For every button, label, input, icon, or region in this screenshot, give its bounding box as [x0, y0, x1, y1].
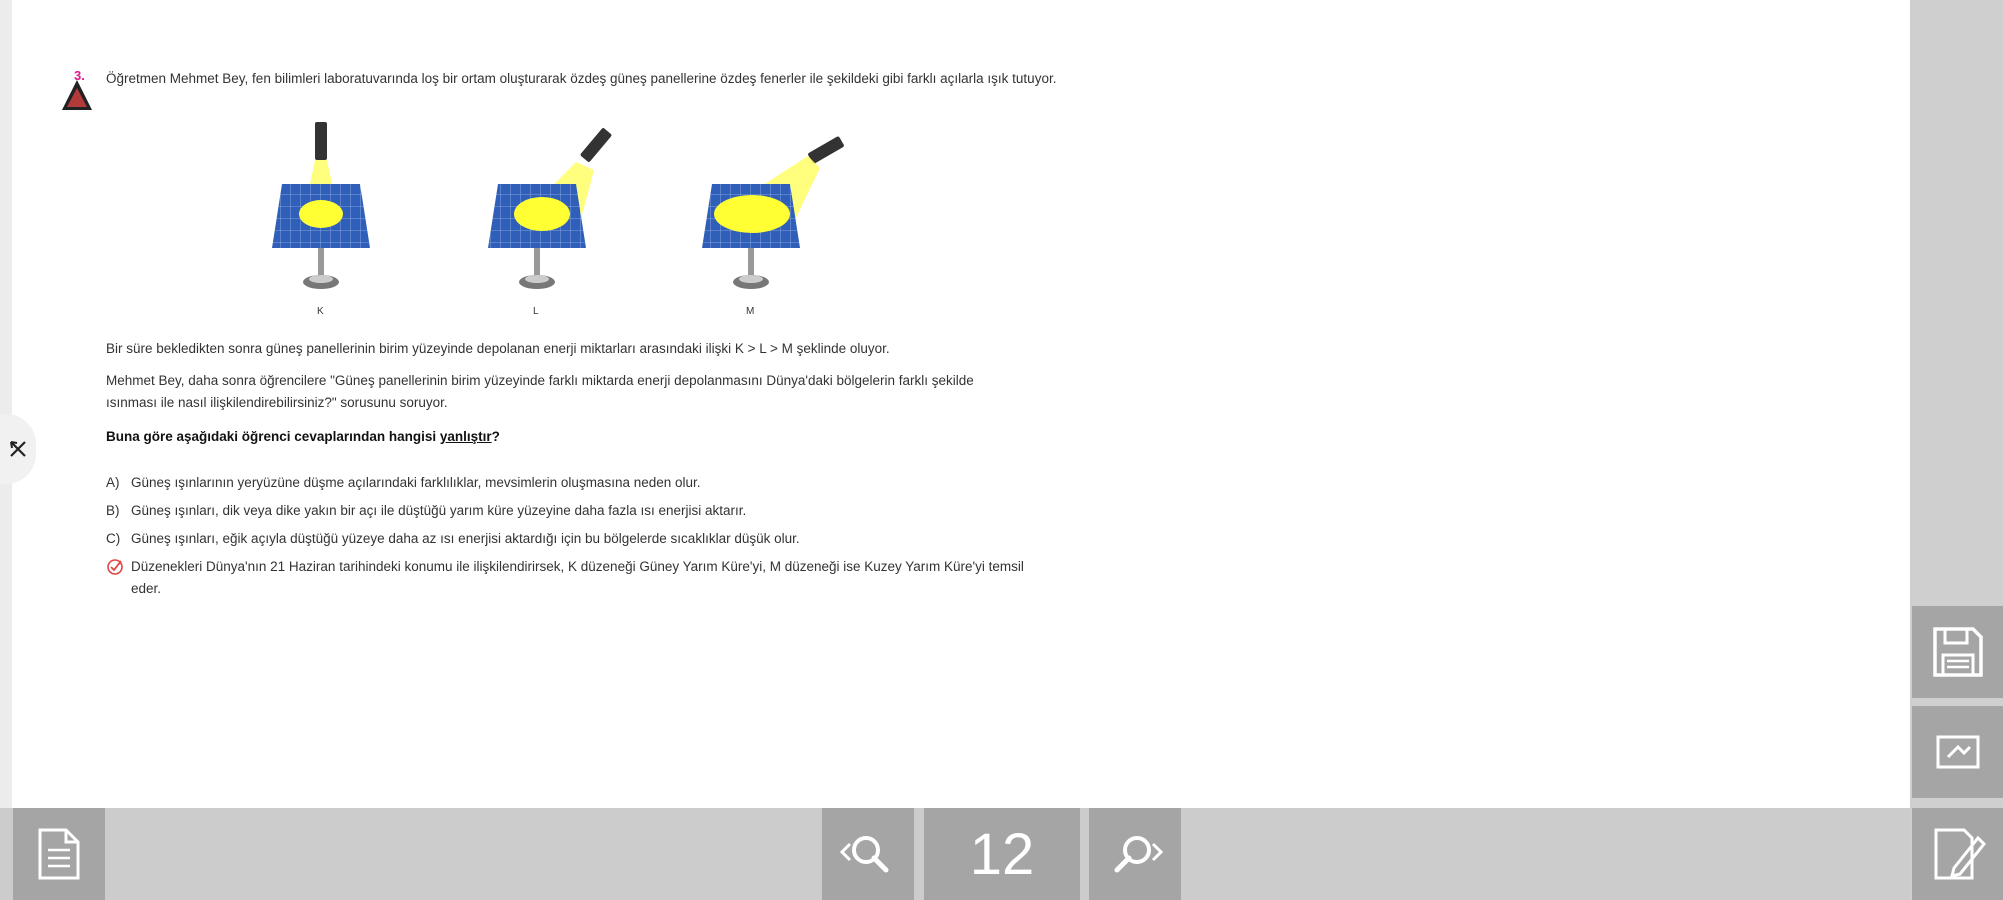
collapse-arrows-icon [9, 440, 27, 458]
panel-label-k: K [317, 306, 324, 317]
question-prompt [106, 426, 1026, 448]
option-d[interactable] [106, 556, 1026, 600]
panel-label-m: M [746, 306, 755, 317]
teacher-question-text: Mehmet Bey, daha sonra öğrencilere "Güneş panellerinin birim yüzeyinde farklı miktarda enerji depolanmasını Dünya'daki bölgelerin farklı şekilde ısınması ile nasıl ilişkilendirebilirsiniz?" sorusunu soruyor. [106, 373, 974, 410]
flashlight-l [580, 127, 612, 162]
option-a[interactable] [106, 472, 1026, 494]
page-number-display[interactable] [924, 808, 1080, 900]
panel-l [488, 127, 612, 317]
option-text: Düzenekleri Dünya'nın 21 Haziran tarihindeki konumu ile ilişkilendirirsek, K düzeneği Güney Yarım Küre'yi, M düzeneği ise Kuzey Yarım Küre'yi temsil eder. [131, 559, 1024, 596]
floppy-disk-icon [1929, 623, 1987, 681]
previous-page-button[interactable] [822, 808, 914, 900]
document-icon [36, 826, 82, 882]
document-button[interactable] [13, 808, 105, 900]
option-c[interactable] [106, 528, 1026, 550]
light-spot-k [299, 200, 343, 228]
page-number: 12 [969, 821, 1035, 887]
answer-check-icon [106, 558, 126, 576]
edit-note-icon [1930, 824, 1986, 884]
edit-note-button[interactable] [1912, 808, 2003, 900]
save-button[interactable] [1912, 606, 2003, 698]
panel-label-l: L [533, 306, 539, 317]
option-text: Güneş ışınları, dik veya dike yakın bir açı ile düştüğü yarım küre yüzeyine daha fazla ısı enerjisi aktarır. [131, 503, 747, 518]
option-text: Güneş ışınları, eğik açıyla düştüğü yüzeye daha az ısı enerjisi aktardığı için bu bölgelerde sıcaklıklar düşük olur. [131, 531, 800, 546]
option-letter: C) [106, 531, 121, 546]
solar-panel-figure [260, 122, 880, 322]
prompt-end: ? [491, 429, 500, 444]
panel-k [272, 122, 370, 317]
question-number: 3. [74, 68, 85, 83]
left-edge-strip [0, 0, 12, 808]
option-text: Güneş ışınlarının yeryüzüne düşme açılarındaki farklılıklar, mevsimlerin oluşmasına neden olur. [131, 475, 701, 490]
light-spot-l [514, 197, 570, 231]
light-spot-m [714, 195, 790, 233]
option-letter: A) [106, 475, 120, 490]
option-b[interactable] [106, 500, 1026, 522]
collapse-panel-tab[interactable] [0, 414, 36, 484]
prev-search-icon [840, 832, 896, 876]
flashlight-m [807, 136, 844, 164]
prompt-emphasis: yanlıştır [439, 429, 492, 444]
flashlight-k [315, 122, 327, 160]
screen-button[interactable] [1912, 706, 2003, 798]
observation-text: Bir süre bekledikten sonra güneş panellerinin birim yüzeyinde depolanan enerji miktarları arasındaki ilişki K > L > M şeklinde oluyor. [106, 341, 890, 356]
panel-m [702, 136, 845, 317]
prompt-main: Buna göre aşağıdaki öğrenci cevaplarından hangisi [106, 429, 440, 444]
warning-triangle-icon [60, 66, 94, 114]
next-page-button[interactable] [1089, 808, 1181, 900]
screen-icon [1936, 735, 1980, 769]
next-search-icon [1107, 832, 1163, 876]
option-letter: B) [106, 503, 120, 518]
question-intro: Öğretmen Mehmet Bey, fen bilimleri laboratuvarında loş bir ortam oluşturarak özdeş güneş panellerine özdeş fenerler ile şekildeki gibi farklı açılarla ışık tutuyor. [106, 71, 1057, 86]
